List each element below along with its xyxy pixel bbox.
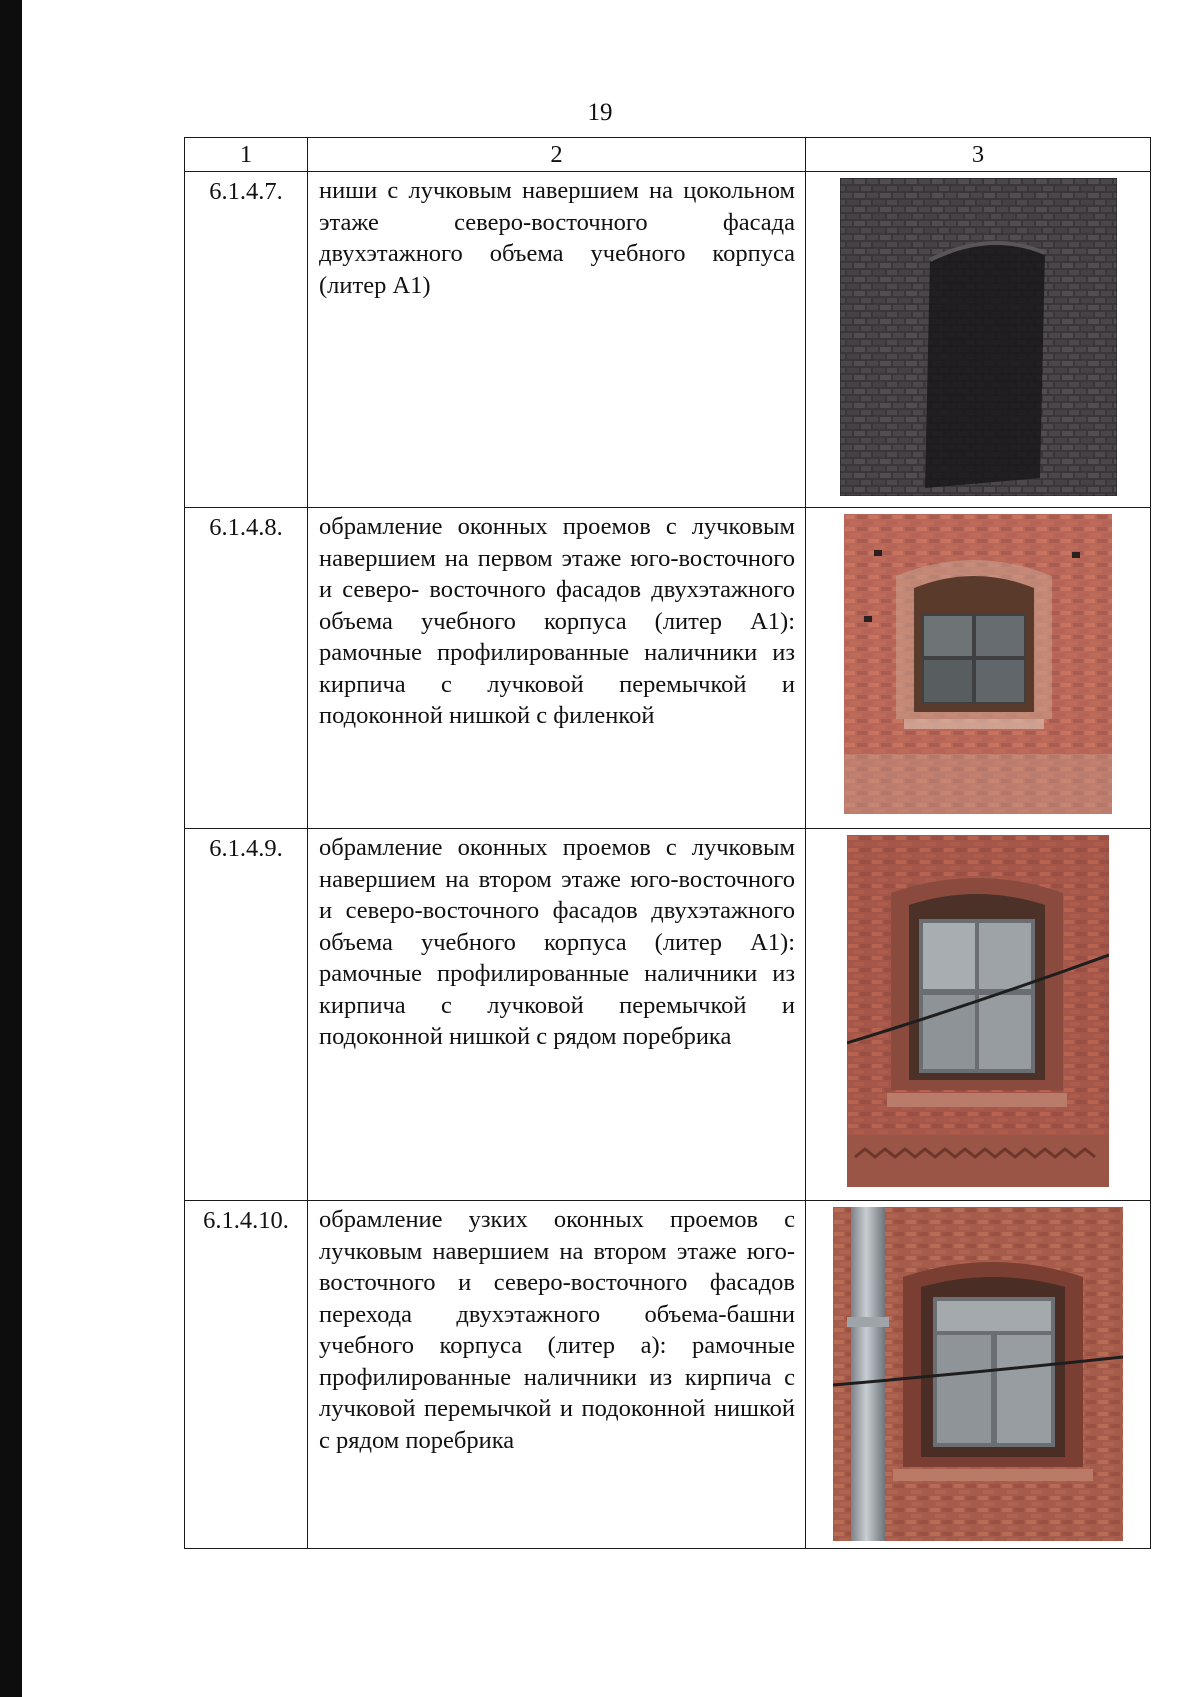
column-header-1: 1	[185, 138, 308, 172]
window-photo-second-floor	[847, 835, 1109, 1187]
table-row	[185, 508, 1151, 829]
row-description: обрамление узких оконных проемов с лучковым навершием на втором этаже юго-восточного и северо-восточного фасадов перехода двухэтажного объема-башни учебного корпуса (литер а): рамочные профилированные наличники из кирпича с лучковой перемычкой и подоконной нишкой с рядом поребрика	[308, 1201, 806, 1549]
table-header-row	[185, 138, 1151, 172]
row-photo-cell	[806, 1201, 1151, 1549]
window-photo-first-floor	[844, 514, 1112, 814]
row-description: обрамление оконных проемов с лучковым навершием на первом этаже юго-восточного и северо- восточного фасадов двухэтажного объема учебного корпуса (литер А1): рамочные профилированные наличники из кирпича с лучковой перемычкой и подоконной нишкой с филенкой	[308, 508, 806, 829]
row-photo-cell	[806, 172, 1151, 508]
row-number: 6.1.4.8.	[185, 508, 308, 829]
heritage-elements-table	[184, 137, 1151, 1549]
table-row	[185, 1201, 1151, 1549]
page-number: 19	[587, 99, 613, 126]
window-photo-first-floor-graphic	[844, 514, 1112, 814]
table-row	[185, 829, 1151, 1201]
scan-edge	[0, 0, 22, 1697]
row-photo-cell	[806, 508, 1151, 829]
narrow-window-photo	[833, 1207, 1123, 1541]
row-photo-cell	[806, 829, 1151, 1201]
row-description: обрамление оконных проемов с лучковым навершием на втором этаже юго-восточного и северо-восточного фасадов двухэтажного объема учебного корпуса (литер А1): рамочные профилированные наличники из кирпича с лучковой перемычкой и подоконной нишкой с рядом поребрика	[308, 829, 806, 1201]
table-row	[185, 172, 1151, 508]
row-number: 6.1.4.10.	[185, 1201, 308, 1549]
niche-photo	[840, 178, 1117, 496]
row-description: ниши с лучковым навершием на цокольном этаже северо-восточного фасада двухэтажного объема учебного корпуса (литер А1)	[308, 172, 806, 508]
window-photo-second-floor-graphic	[847, 835, 1109, 1187]
row-number: 6.1.4.9.	[185, 829, 308, 1201]
narrow-window-photo-graphic	[833, 1207, 1123, 1541]
niche-photo-graphic	[840, 178, 1117, 496]
column-header-3: 3	[806, 138, 1151, 172]
row-number: 6.1.4.7.	[185, 172, 308, 508]
column-header-2: 2	[308, 138, 806, 172]
